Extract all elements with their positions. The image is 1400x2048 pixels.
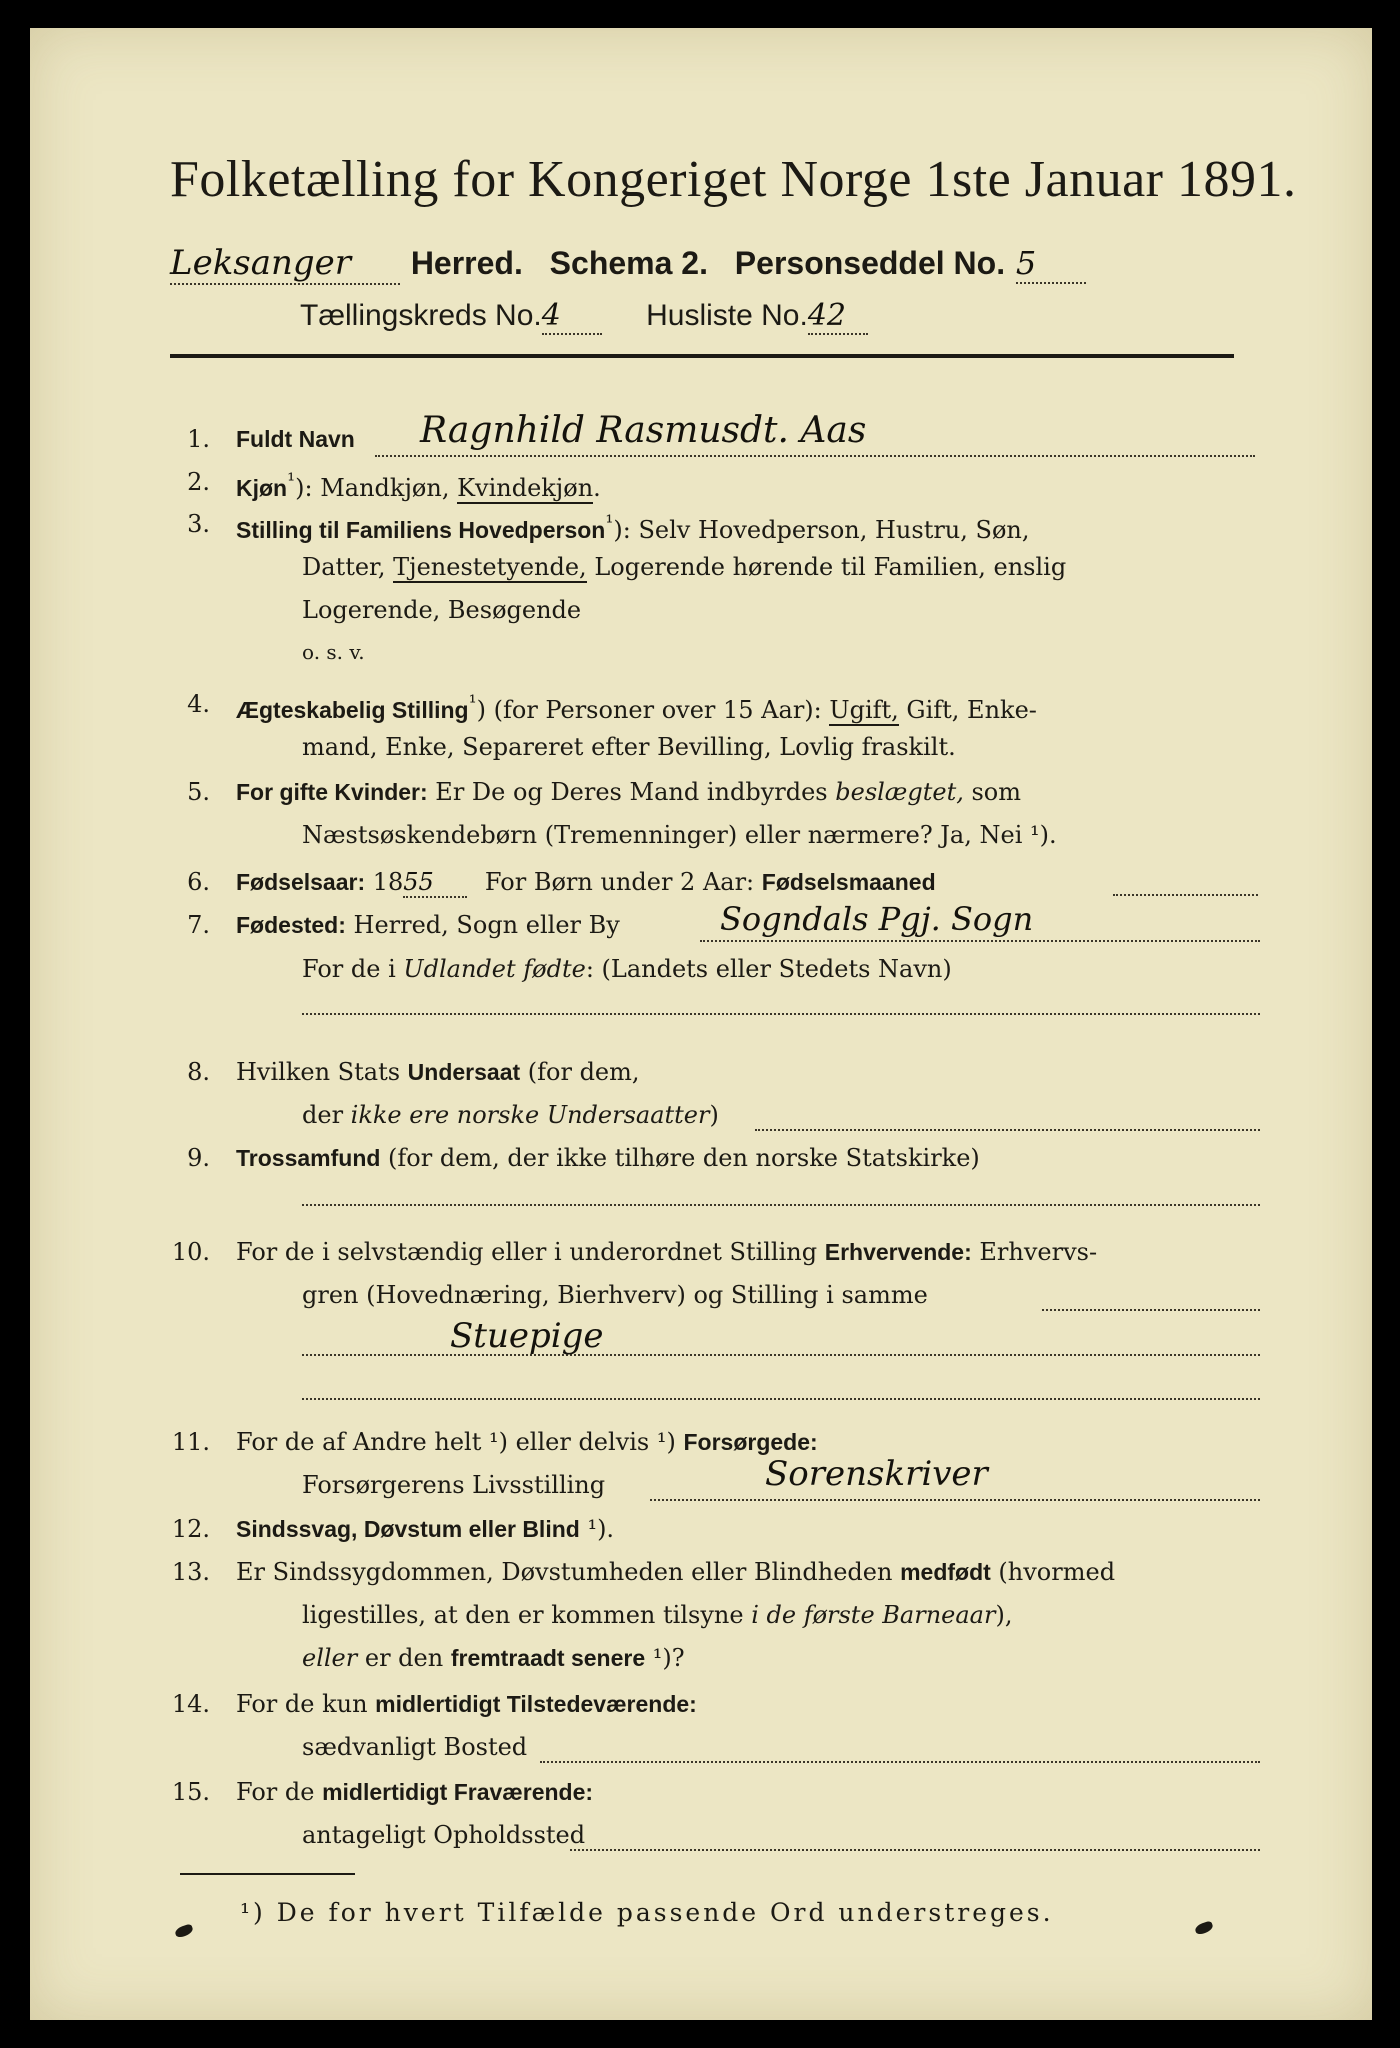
item-3-text-d: o. s. v. <box>302 640 365 664</box>
personseddel-label: Personseddel No. <box>734 245 1006 281</box>
footnote-rule <box>180 1873 355 1875</box>
herred-label: Herred. <box>410 245 523 281</box>
item-8-number: 8. <box>187 1058 210 1086</box>
item-8-text-b1: der <box>302 1101 351 1129</box>
kreds-value: 4 <box>542 298 602 335</box>
item-8-text-a1: Hvilken Stats <box>236 1058 408 1086</box>
item-11-label: Forsørgede: <box>683 1429 818 1455</box>
item-9-label: Trossamfund <box>236 1145 381 1171</box>
item-6-number: 6. <box>187 868 210 896</box>
item-11-line-a <box>236 1428 818 1456</box>
item-3-line-b <box>302 553 1066 581</box>
item-14-text-b: sædvanligt Bosted <box>302 1733 528 1761</box>
item-2-number: 2. <box>187 468 210 496</box>
item-6-label2: Fødselsmaaned <box>761 869 936 895</box>
item-13-text-c1: er den <box>357 1644 451 1672</box>
item-14-text-a1: For de kun <box>236 1690 376 1718</box>
item-15-text-b: antageligt Opholdssted <box>302 1821 586 1849</box>
item-13-line-b <box>302 1601 1012 1629</box>
item-6-label: Fødselsaar: <box>236 869 366 895</box>
item-12-line <box>236 1515 614 1543</box>
item-7-italic-b: Udlandet fødte <box>403 955 586 983</box>
item-3-underlined: Tjenestetyende, <box>393 553 587 581</box>
item-15-line-a <box>236 1778 593 1806</box>
item-3-text-b1: Datter, <box>302 553 394 581</box>
item-13-text-a1: Er Sindssygdommen, Døvstumheden eller Blindheden <box>236 1558 901 1586</box>
item-12-label: Sindssvag, Døvstum eller Blind <box>236 1516 580 1542</box>
item-3-text-a: ): Selv Hovedperson, Hustru, Søn, <box>613 516 1030 544</box>
item-10-line-a <box>236 1238 1097 1266</box>
form-title: Folketælling for Kongeriget Norge 1ste Januar 1891. <box>170 151 1297 208</box>
item-8-italic-b: ikke ere norske Undersaatter <box>350 1101 710 1129</box>
item-5-italic: beslægtet, <box>835 778 964 806</box>
item-1-line <box>375 455 1255 457</box>
census-form <box>30 28 1372 2020</box>
item-13-text-b1: ligestilles, at den er kommen tilsyne <box>302 1601 752 1629</box>
item-15-number: 15. <box>171 1778 210 1806</box>
item-10-line-fill-b <box>1042 1309 1260 1311</box>
item-13-italic-b: i de første Barneaar <box>751 1601 996 1629</box>
item-11-text-a1: For de af Andre helt ¹) eller delvis ¹) <box>236 1428 684 1456</box>
item-4-sup: ¹ <box>468 690 477 714</box>
item-13-text-c2: ¹)? <box>645 1644 685 1672</box>
item-4-text-a1: ) (for Personer over 15 Aar): <box>476 696 830 724</box>
item-4-text-b: mand, Enke, Separeret efter Bevilling, Lovlig fraskilt. <box>302 733 956 761</box>
ink-mark-right <box>1194 1920 1214 1936</box>
item-13-line-a <box>236 1558 1115 1586</box>
item-10-extra-line <box>302 1398 1260 1400</box>
item-7-line-fill <box>700 940 1260 942</box>
item-13-label: medfødt <box>900 1559 991 1585</box>
item-7-extra-line <box>302 1013 1260 1015</box>
item-8-line-fill <box>755 1129 1260 1131</box>
item-3-text-c: Logerende, Besøgende <box>302 596 582 624</box>
item-7-label: Fødested: <box>236 912 346 938</box>
item-14-number: 14. <box>171 1690 210 1718</box>
item-10-text-b: gren (Hovednæring, Bierhverv) og Stilling i samme <box>302 1281 928 1309</box>
item-10-text-a1: For de i selvstændig eller i underordnet Stilling <box>236 1238 825 1266</box>
husliste-label: Husliste No. <box>646 299 808 332</box>
item-3-sup: ¹ <box>605 510 614 534</box>
item-2-label: Kjøn <box>236 475 288 501</box>
header-line-2 <box>300 298 868 335</box>
item-7-value: Sogndals Pgj. Sogn <box>720 900 1034 938</box>
item-1-value: Ragnhild Rasmusdt. Aas <box>420 410 867 451</box>
item-1 <box>236 425 355 453</box>
item-15-text-a1: For de <box>236 1778 323 1806</box>
item-7-line-b <box>302 955 952 983</box>
item-10-text-a2: Erhvervs- <box>971 1238 1098 1266</box>
item-6-year-prefix: 18 <box>365 868 404 896</box>
item-13-number: 13. <box>171 1558 210 1586</box>
item-13-text-b2: ), <box>995 1601 1013 1629</box>
item-1-number: 1. <box>187 425 210 453</box>
item-4-underlined: Ugift, <box>829 696 899 724</box>
item-3-text-b2: Logerende hørende til Familien, enslig <box>586 553 1067 581</box>
item-6-line <box>236 868 936 898</box>
item-8-line-b <box>302 1101 719 1129</box>
item-10-number: 10. <box>171 1238 210 1266</box>
item-12-end: ¹). <box>579 1515 615 1543</box>
item-3-number: 3. <box>187 510 210 538</box>
item-3-line-a <box>236 510 1030 544</box>
item-10-label: Erhvervende: <box>824 1239 972 1265</box>
item-9-line <box>236 1144 980 1172</box>
item-8-label: Undersaat <box>407 1059 521 1085</box>
item-15-line-fill <box>570 1849 1260 1851</box>
item-8-text-b2: ) <box>709 1101 719 1129</box>
item-2-end: . <box>593 474 601 502</box>
item-13-line-c <box>302 1644 685 1672</box>
item-4-line-a <box>236 690 1037 724</box>
item-11-value: Sorenskriver <box>765 1454 988 1494</box>
item-6-year-value: 55 <box>403 868 467 898</box>
item-9-number: 9. <box>187 1144 210 1172</box>
item-14-line-a <box>236 1690 697 1718</box>
item-7-number: 7. <box>187 911 210 939</box>
item-4-label: Ægteskabelig Stilling <box>236 697 469 723</box>
header-rule <box>170 354 1234 358</box>
item-8-text-a2: (for dem, <box>520 1058 640 1086</box>
item-10-value: Stuepige <box>450 1316 604 1356</box>
item-13-text-a2: (hvormed <box>990 1558 1116 1586</box>
item-13-italic-c: eller <box>302 1644 358 1672</box>
personseddel-value: 5 <box>1016 244 1086 284</box>
item-6-line-fill <box>1113 894 1258 896</box>
schema-label: Schema 2. <box>549 245 708 281</box>
item-15-label: midlertidigt Fraværende: <box>322 1779 594 1805</box>
item-10-value-line <box>302 1354 1260 1356</box>
item-5-line-a <box>236 778 1021 806</box>
item-2-underlined: Kvindekjøn <box>457 474 594 502</box>
item-11-text-b: Forsørgerens Livsstilling <box>302 1471 606 1499</box>
item-9-text: (for dem, der ikke tilhøre den norske Statskirke) <box>380 1144 980 1172</box>
item-12-number: 12. <box>171 1515 210 1543</box>
item-14-line-fill <box>540 1761 1260 1763</box>
item-5-text-a1: Er De og Deres Mand indbyrdes <box>427 778 836 806</box>
item-2-sup: ¹ <box>287 468 296 492</box>
ink-mark-left <box>174 1923 194 1939</box>
item-2 <box>236 468 601 502</box>
item-14-label: midlertidigt Tilstedeværende: <box>375 1691 697 1717</box>
item-5-number: 5. <box>187 778 210 806</box>
herred-value: Leksanger <box>170 243 400 285</box>
item-5-text-b: Næstsøskendebørn (Tremenninger) eller nærmere? Ja, Nei ¹). <box>302 821 1057 849</box>
kreds-label: Tællingskreds No. <box>300 299 542 332</box>
item-5-label: For gifte Kvinder: <box>236 779 428 805</box>
header-line-1 <box>170 243 1086 285</box>
item-7-text-a: Herred, Sogn eller By <box>345 911 620 939</box>
item-5-text-a2: som <box>963 778 1022 806</box>
item-9-line-fill <box>302 1204 1260 1206</box>
item-4-number: 4. <box>187 690 210 718</box>
item-3-label: Stilling til Familiens Hovedperson <box>236 517 606 543</box>
item-6-text: For Børn under 2 Aar: <box>484 868 755 896</box>
item-2-text: ): Mandkjøn, <box>295 474 458 502</box>
item-8-line-a <box>236 1058 640 1086</box>
item-7-text-b1: For de i <box>302 955 404 983</box>
item-11-number: 11. <box>171 1428 210 1456</box>
item-4-text-a2: Gift, Enke- <box>898 696 1037 724</box>
item-7-line-a <box>236 911 620 939</box>
footnote: ¹) De for hvert Tilfælde passende Ord understreges. <box>240 1898 1054 1927</box>
item-11-line-fill <box>650 1499 1260 1501</box>
item-1-label: Fuldt Navn <box>236 426 355 452</box>
item-7-text-b2: : (Landets eller Stedets Navn) <box>585 955 952 983</box>
husliste-value: 42 <box>808 298 868 335</box>
item-13-label-c: fremtraadt senere <box>450 1645 646 1671</box>
